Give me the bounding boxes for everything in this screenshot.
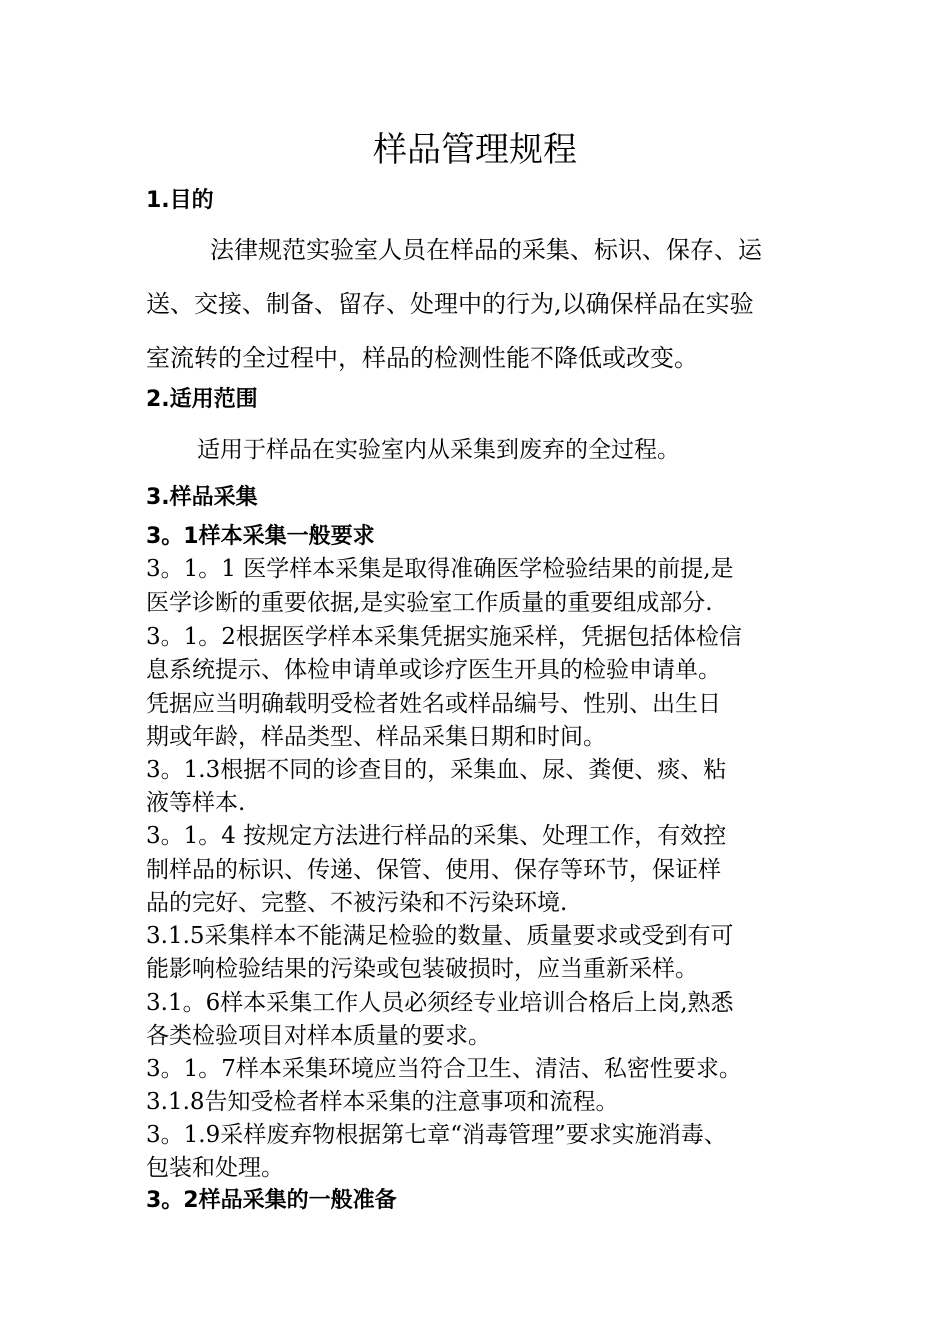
section-3-2-heading: 3。2样品采集的一般准备: [146, 1188, 397, 1213]
paragraph-line: 法律规范实验室人员在样品的采集、标识、保存、运: [210, 236, 762, 264]
section-2-heading: 2.适用范围: [146, 387, 258, 412]
section-1-paragraph: [146, 223, 826, 385]
text-line: 医学诊断的重要依据,是实验室工作质量的重要组成部分.: [146, 590, 713, 616]
text-line: 期或年龄，样品类型、样品采集日期和时间。: [146, 724, 606, 750]
text-line: 液等样本.: [146, 790, 246, 816]
text-line: 3.1。6样本采集工作人员必须经专业培训合格后上岗,熟悉: [146, 990, 734, 1016]
text-line: 息系统提示、体检申请单或诊疗医生开具的检验申请单。: [146, 657, 721, 683]
text-line: 包装和处理。: [146, 1155, 284, 1181]
text-line: 3。1.9采样废弃物根据第七章“消毒管理”要求实施消毒、: [146, 1122, 727, 1148]
text-line: 各类检验项目对样本质量的要求。: [146, 1023, 491, 1049]
text-line: 能影响检验结果的污染或包装破损时，应当重新采样。: [146, 956, 698, 982]
section-3-heading: 3.样品采集: [146, 485, 258, 510]
text-line: 3。1。1 医学样本采集是取得准确医学检验结果的前提,是: [146, 556, 734, 582]
document-title: 样品管理规程: [373, 130, 577, 170]
paragraph-line: 送、交接、制备、留存、处理中的行为,以确保样品在实验: [146, 290, 754, 318]
text-line: 3。1。2根据医学样本采集凭据实施采样，凭据包括体检信: [146, 624, 742, 650]
text-line: 3。1。7样本采集环境应当符合卫生、清洁、私密性要求。: [146, 1056, 742, 1082]
text-line: 凭据应当明确载明受检者姓名或样品编号、性别、出生日: [146, 691, 721, 717]
section-2-text: 适用于样品在实验室内从采集到废弃的全过程。: [197, 437, 680, 463]
text-line: 3.1.8告知受检者样本采集的注意事项和流程。: [146, 1089, 619, 1115]
section-1-heading: 1.目的: [146, 188, 214, 213]
text-line: 制样品的标识、传递、保管、使用、保存等环节，保证样: [146, 857, 721, 883]
text-line: 品的完好、完整、不被污染和不污染环境.: [146, 890, 568, 916]
text-line: 3。1。4 按规定方法进行样品的采集、处理工作，有效控: [146, 823, 727, 849]
text-line: 3。1.3根据不同的诊查目的，采集血、尿、粪便、痰、粘: [146, 757, 727, 783]
section-3-1-heading: 3。1样本采集一般要求: [146, 524, 375, 549]
paragraph-line: 室流转的全过程中，样品的检测性能不降低或改变。: [146, 344, 698, 372]
text-line: 3.1.5采集样本不能满足检验的数量、质量要求或受到有可: [146, 923, 734, 949]
